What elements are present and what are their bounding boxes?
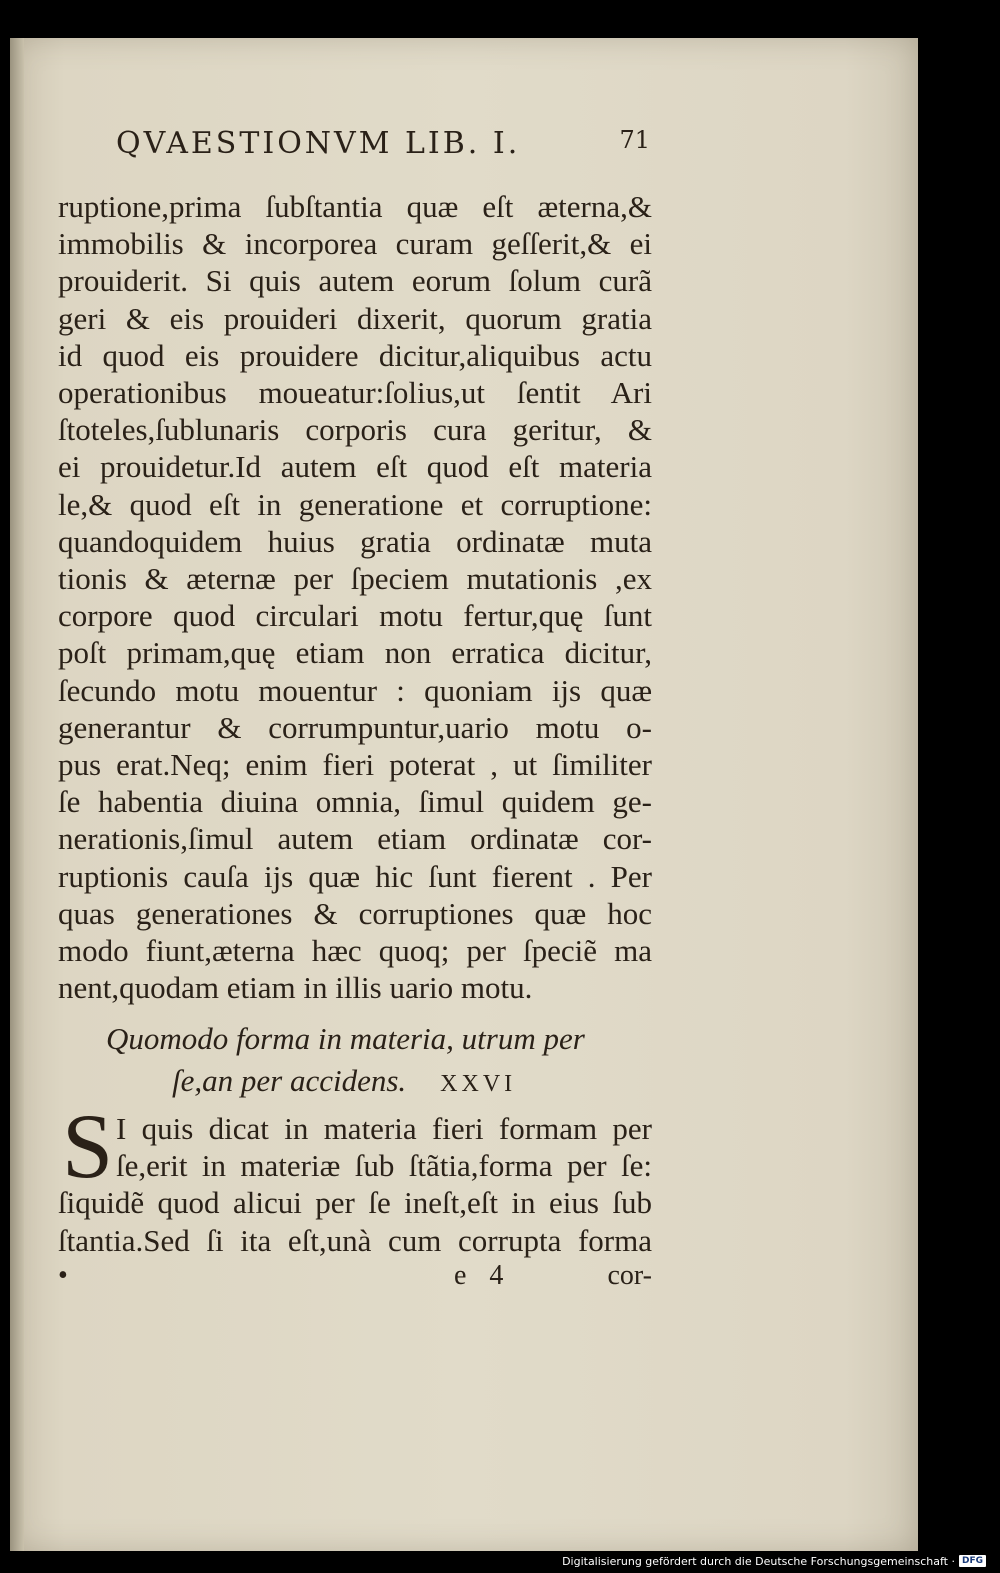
section-text <box>58 1095 652 1259</box>
text-line: id quod eis prouidere dicitur,aliquibus actu <box>58 337 652 373</box>
footer-mark: • <box>58 1260 68 1291</box>
page-number: 71 <box>619 126 650 154</box>
text-line: ſe habentia diuina omnia, ſimul quidem ge- <box>58 784 652 820</box>
catchword: cor- <box>607 1260 652 1291</box>
text-line: generantur & corrumpuntur,uario motu o- <box>58 709 652 745</box>
dfg-logo: DFG <box>959 1555 986 1567</box>
text-line: ruptione,prima ſubſtantia quæ eſt æterna,& <box>58 189 652 224</box>
book-page <box>10 38 918 1551</box>
text-line: geri & eis prouideri dixerit, quorum gratia <box>58 300 652 336</box>
text-line: quas generationes & corruptiones quæ hoc <box>58 895 652 931</box>
text-line: poſt primam,quę etiam non erratica dicitur, <box>58 635 652 671</box>
text-line: I quis dicat in materia fieri formam per <box>116 1111 652 1146</box>
digitization-credit <box>562 1553 986 1569</box>
chapter-heading <box>106 1018 656 1105</box>
text-line: operationibus moueatur:ſolius,ut ſentit Ari <box>58 375 652 411</box>
body-text <box>58 188 652 1006</box>
page-header <box>116 126 650 162</box>
credit-text: Digitalisierung gefördert durch die Deutsche Forschungsgemeinschaft · <box>562 1554 955 1568</box>
text-line: ſtantia.Sed ſi ita eſt,unà cum corrupta forma <box>58 1222 652 1258</box>
text-line: ſtoteles,ſublunaris corporis cura geritur, & <box>58 412 652 448</box>
page-footer <box>58 1260 652 1300</box>
text-line: ei prouidetur.Id autem eſt quod eſt materia <box>58 449 652 485</box>
chapter-heading-line <box>106 1060 656 1105</box>
text-line: le,& quod eſt in generatione et corruptione: <box>58 486 652 522</box>
signature-mark: e 4 <box>454 1260 512 1291</box>
chapter-number: XXVI <box>440 1071 517 1097</box>
text-line: ruptionis cauſa ijs quæ hic ſunt fierent . Per <box>58 858 652 894</box>
text-line: ſecundo motu mouentur : quoniam ijs quæ <box>58 672 652 708</box>
text-line: ſe,erit in materiæ ſub ſtãtia,forma per ſe: <box>116 1148 652 1184</box>
text-line: pus erat.Neq; enim fieri poterat , ut ſimiliter <box>58 747 652 783</box>
text-line: quandoquidem huius gratia ordinatæ muta <box>58 523 652 559</box>
text-line-last: nent,quodam etiam in illis uario motu. <box>58 970 533 1006</box>
chapter-heading-text: ſe,an per accidens. <box>172 1063 407 1098</box>
page-gutter-edge <box>10 38 24 1551</box>
text-line: tionis & æternæ per ſpeciem mutationis ,ex <box>58 561 652 597</box>
running-title: QVAESTIONVM LIB. I. <box>116 126 521 161</box>
text-line: corpore quod circulari motu fertur,quę ſunt <box>58 598 652 634</box>
drop-cap-initial: S <box>62 1095 114 1197</box>
text-line: immobilis & incorporea curam geſſerit,& ei <box>58 226 652 262</box>
text-line: nerationis,ſimul autem etiam ordinatæ cor- <box>58 821 652 857</box>
text-line: modo fiunt,æterna hæc quoq; per ſpeciẽ ma <box>58 933 652 969</box>
text-line: prouiderit. Si quis autem eorum ſolum curã <box>58 263 652 299</box>
chapter-heading-line: Quomodo forma in materia, utrum per <box>106 1021 585 1056</box>
text-line: ſiquidẽ quod alicui per ſe ineſt,eſt in eius ſub <box>58 1185 652 1221</box>
